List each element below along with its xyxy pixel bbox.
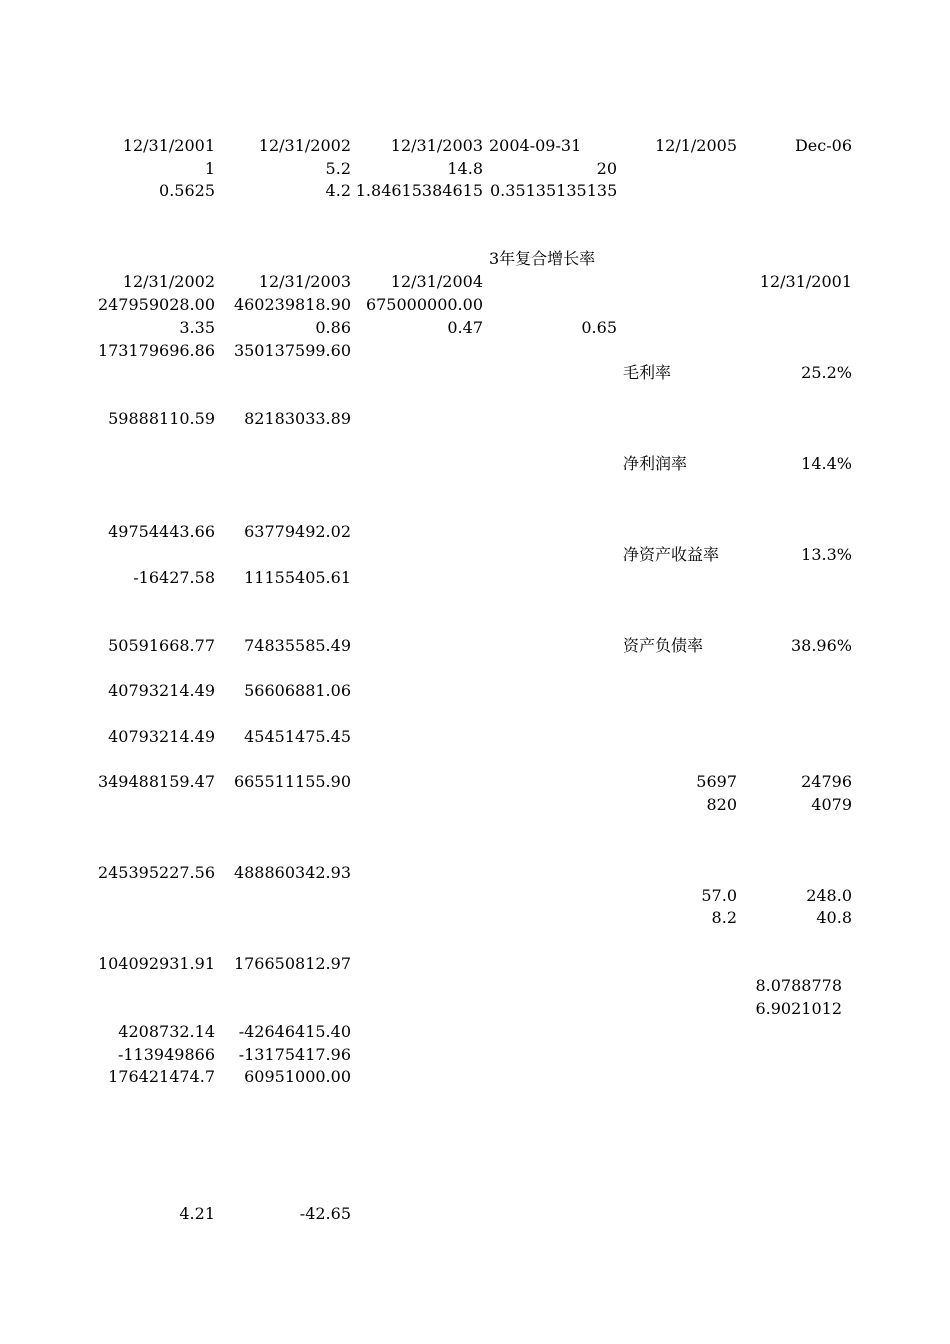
ratio-roe-label[interactable]: 净资产收益率 [623,545,720,564]
cell-a-1[interactable]: 1 [204,159,215,178]
ratio-net-margin-value[interactable]: 14.4% [801,454,852,473]
cell-b-4[interactable]: 0.35135135135 [490,181,618,200]
cell-d-1[interactable]: 3.35 [179,318,215,337]
cell-e-1[interactable]: 173179696.86 [97,341,215,360]
cell-i-1[interactable]: 50591668.77 [108,636,215,655]
cell-date2-2004[interactable]: 12/31/2004 [390,272,483,291]
cell-j-2[interactable]: 56606881.06 [244,681,351,700]
cell-k-2[interactable]: 45451475.45 [244,727,351,746]
cell-t-2[interactable]: -42646415.40 [238,1022,351,1041]
cell-b-3[interactable]: 1.84615384615 [355,181,483,200]
cell-t-1[interactable]: 4208732.14 [118,1022,215,1041]
cell-m-2[interactable]: 4079 [811,795,852,814]
cell-d-4[interactable]: 0.65 [581,318,617,337]
cell-date2-2003[interactable]: 12/31/2003 [258,272,351,291]
cell-a-2[interactable]: 5.2 [325,159,351,178]
cell-l-4[interactable]: 24796 [801,772,852,791]
cell-h-2[interactable]: 11155405.61 [244,568,351,587]
ratio-gross-margin-value[interactable]: 25.2% [801,363,852,382]
cell-b-2[interactable]: 4.2 [325,181,351,200]
cell-q-1[interactable]: 104092931.91 [97,954,215,973]
cell-l-2[interactable]: 665511155.90 [233,772,351,791]
cell-v-1[interactable]: 176421474.7 [108,1067,215,1086]
cell-i-2[interactable]: 74835585.49 [244,636,351,655]
cell-o-2[interactable]: 248.0 [806,886,852,905]
cell-r-1[interactable]: 8.0788778 [755,976,842,995]
ratio-roe-value[interactable]: 13.3% [801,545,852,564]
cell-n-1[interactable]: 245395227.56 [97,863,215,882]
cell-date-2001[interactable]: 12/31/2001 [122,136,215,155]
cell-f-2[interactable]: 82183033.89 [244,409,351,428]
cell-w-1[interactable]: 4.21 [179,1204,215,1223]
cell-k-1[interactable]: 40793214.49 [108,727,215,746]
cell-f-1[interactable]: 59888110.59 [108,409,215,428]
cell-d-2[interactable]: 0.86 [315,318,351,337]
cell-c-1[interactable]: 247959028.00 [97,295,215,314]
cell-p-2[interactable]: 40.8 [816,908,852,927]
cell-u-2[interactable]: -13175417.96 [238,1045,351,1064]
cell-o-1[interactable]: 57.0 [701,886,737,905]
cell-h-1[interactable]: -16427.58 [133,568,215,587]
cell-l-3[interactable]: 5697 [696,772,737,791]
cell-v-2[interactable]: 60951000.00 [244,1067,351,1086]
cell-g-2[interactable]: 63779492.02 [244,522,351,541]
cell-u-1[interactable]: -113949866 [117,1045,215,1064]
cell-l-1[interactable]: 349488159.47 [97,772,215,791]
cell-w-2[interactable]: -42.65 [299,1204,351,1223]
cell-date-2006[interactable]: Dec-06 [794,136,852,155]
cell-s-1[interactable]: 6.9021012 [755,999,842,1018]
cell-a-3[interactable]: 14.8 [447,159,483,178]
cell-p-1[interactable]: 8.2 [711,908,737,927]
cell-q-2[interactable]: 176650812.97 [233,954,351,973]
cagr-label[interactable]: 3年复合增长率 [489,249,596,268]
cell-c-2[interactable]: 460239818.90 [233,295,351,314]
cell-a-4[interactable]: 20 [596,159,617,178]
cell-e-2[interactable]: 350137599.60 [233,341,351,360]
ratio-gross-margin-label[interactable]: 毛利率 [623,363,672,382]
cell-date2-2001[interactable]: 12/31/2001 [759,272,852,291]
cell-j-1[interactable]: 40793214.49 [108,681,215,700]
cell-date2-2002[interactable]: 12/31/2002 [122,272,215,291]
cell-c-3[interactable]: 675000000.00 [365,295,483,314]
cell-date-2005[interactable]: 12/1/2005 [654,136,737,155]
ratio-debt-label[interactable]: 资产负债率 [623,636,704,655]
ratio-debt-value[interactable]: 38.96% [790,636,852,655]
cell-d-3[interactable]: 0.47 [447,318,483,337]
cell-g-1[interactable]: 49754443.66 [108,522,215,541]
cell-m-1[interactable]: 820 [706,795,737,814]
cell-date-2002[interactable]: 12/31/2002 [258,136,351,155]
cell-date-2004[interactable]: 2004-09-31 [489,136,582,155]
ratio-net-margin-label[interactable]: 净利润率 [623,454,688,473]
cell-b-1[interactable]: 0.5625 [159,181,215,200]
cell-n-2[interactable]: 488860342.93 [233,863,351,882]
cell-date-2003[interactable]: 12/31/2003 [390,136,483,155]
